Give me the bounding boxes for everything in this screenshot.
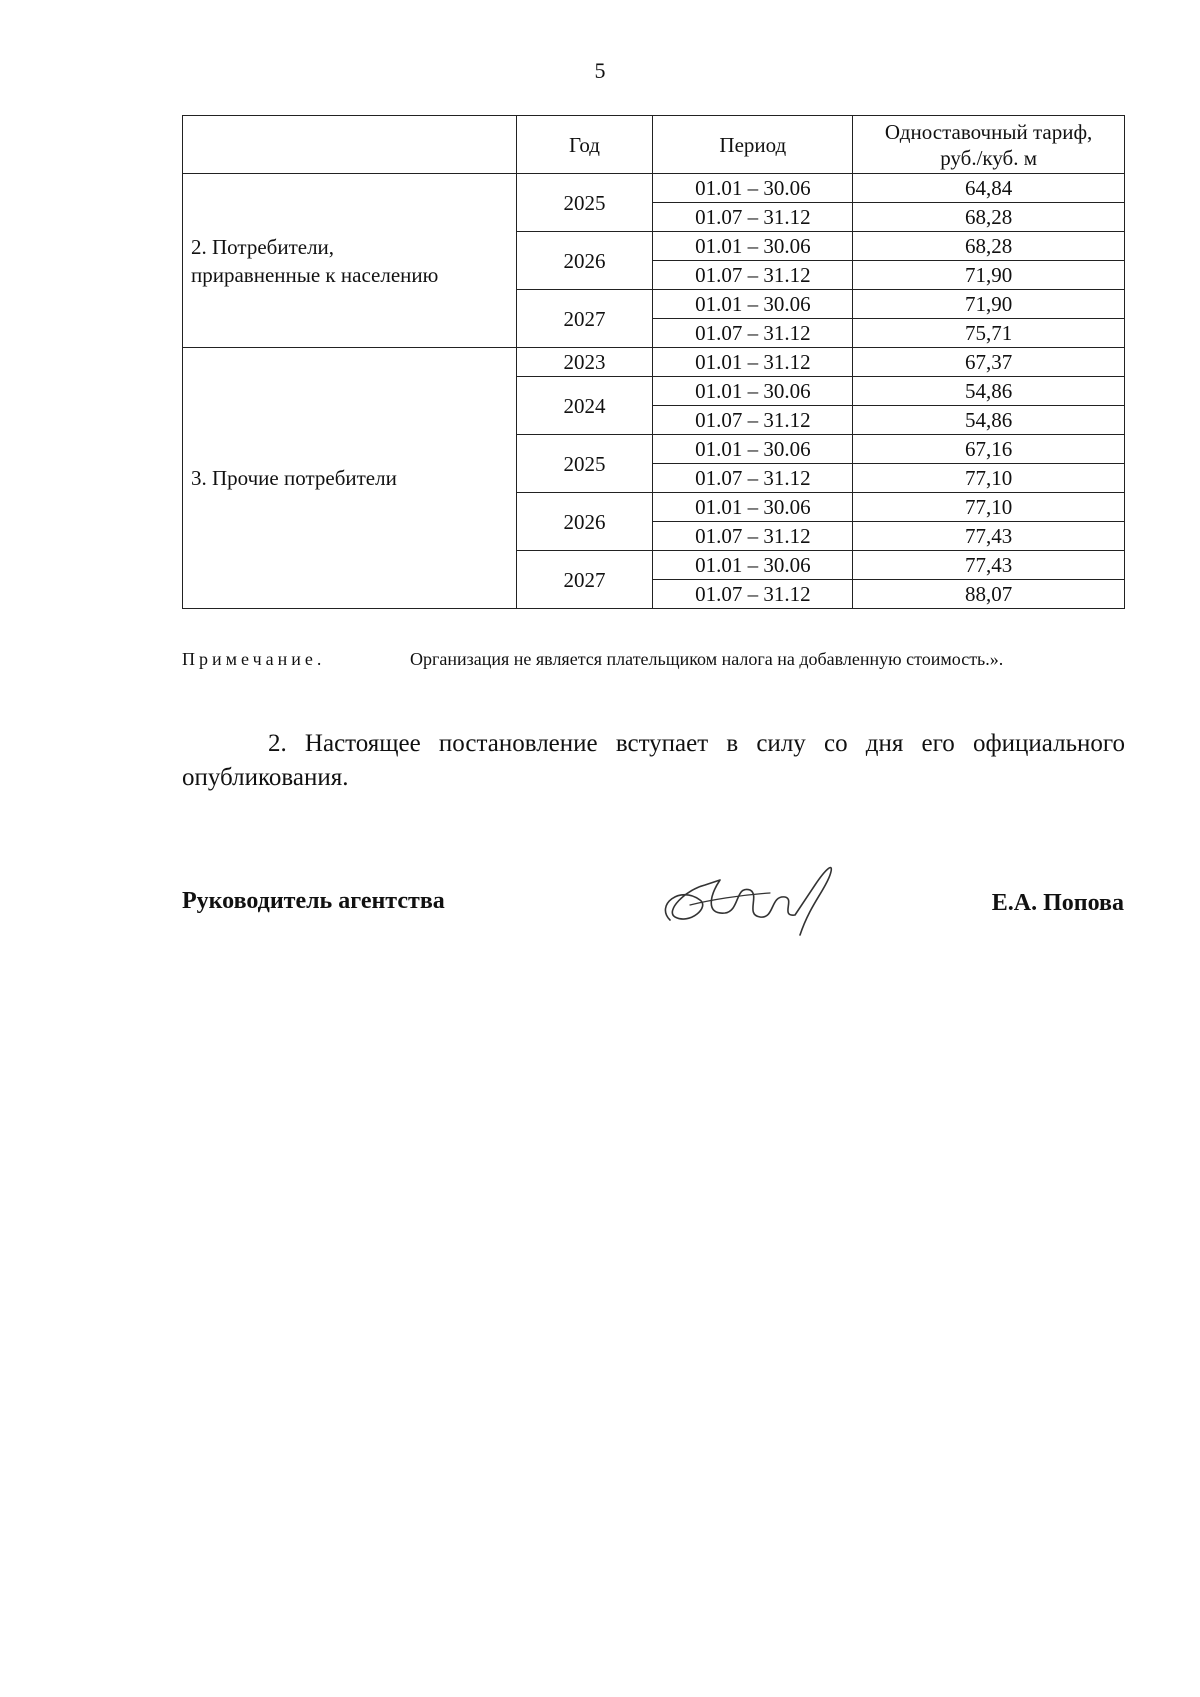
period-cell: 01.07 – 31.12 (653, 580, 853, 609)
tariff-value-cell: 67,37 (853, 348, 1125, 377)
tariff-value-cell: 54,86 (853, 377, 1125, 406)
period-cell: 01.07 – 31.12 (653, 406, 853, 435)
page-number: 5 (594, 58, 606, 83)
table-header-row (183, 116, 1125, 174)
category-cell (183, 348, 517, 609)
period-cell: 01.01 – 30.06 (653, 435, 853, 464)
period-cell: 01.07 – 31.12 (653, 261, 853, 290)
year-cell: 2023 (516, 348, 653, 377)
header-tariff (853, 116, 1125, 174)
year-cell: 2024 (516, 377, 653, 435)
year-cell: 2026 (516, 232, 653, 290)
period-cell: 01.01 – 30.06 (653, 232, 853, 261)
signatory-title: Руководитель агентства (182, 888, 445, 914)
period-cell: 01.07 – 31.12 (653, 203, 853, 232)
tariff-value-cell: 71,90 (853, 290, 1125, 319)
signatory-name: Е.А. Попова (991, 890, 1124, 916)
note-label: Примечание. (182, 649, 326, 669)
tariff-value-cell: 67,16 (853, 435, 1125, 464)
year-cell: 2025 (516, 174, 653, 232)
tariff-value-cell: 88,07 (853, 580, 1125, 609)
year-cell: 2027 (516, 290, 653, 348)
header-category (183, 116, 517, 174)
tariff-value-cell: 68,28 (853, 203, 1125, 232)
note-text: Организация не является плательщиком налога на добавленную стоимость.». (410, 649, 1004, 669)
period-cell: 01.01 – 31.12 (653, 348, 853, 377)
period-cell: 01.01 – 30.06 (653, 290, 853, 319)
tariff-value-cell: 68,28 (853, 232, 1125, 261)
category-cell (183, 174, 517, 348)
category-line2: приравненные к населению (191, 262, 439, 287)
period-cell: 01.01 – 30.06 (653, 377, 853, 406)
tariff-value-cell: 77,43 (853, 522, 1125, 551)
header-period: Период (653, 116, 853, 174)
header-tariff-line1: Одноставочный тариф, (884, 119, 1093, 144)
tariff-value-cell: 75,71 (853, 319, 1125, 348)
tariff-value-cell: 64,84 (853, 174, 1125, 203)
signature-image (650, 845, 850, 945)
tariff-table (182, 115, 1125, 609)
category-line1: 3. Прочие потребители (191, 466, 397, 490)
clause-paragraph: 2. Настоящее постановление вступает в силу со дня его официального опубликования. (182, 730, 1125, 791)
period-cell: 01.07 – 31.12 (653, 319, 853, 348)
period-cell: 01.01 – 30.06 (653, 551, 853, 580)
period-cell: 01.07 – 31.12 (653, 522, 853, 551)
table-row (183, 348, 1125, 377)
category-line1: 2. Потребители, (191, 234, 335, 259)
header-tariff-line2: руб./куб. м (940, 145, 1038, 170)
header-year: Год (516, 116, 653, 174)
tariff-value-cell: 71,90 (853, 261, 1125, 290)
period-cell: 01.07 – 31.12 (653, 464, 853, 493)
tariff-value-cell: 54,86 (853, 406, 1125, 435)
year-cell: 2025 (516, 435, 653, 493)
year-cell: 2027 (516, 551, 653, 609)
tariff-value-cell: 77,10 (853, 493, 1125, 522)
period-cell: 01.01 – 30.06 (653, 174, 853, 203)
tariff-value-cell: 77,43 (853, 551, 1125, 580)
year-cell: 2026 (516, 493, 653, 551)
tariff-value-cell: 77,10 (853, 464, 1125, 493)
period-cell: 01.01 – 30.06 (653, 493, 853, 522)
table-row (183, 174, 1125, 203)
